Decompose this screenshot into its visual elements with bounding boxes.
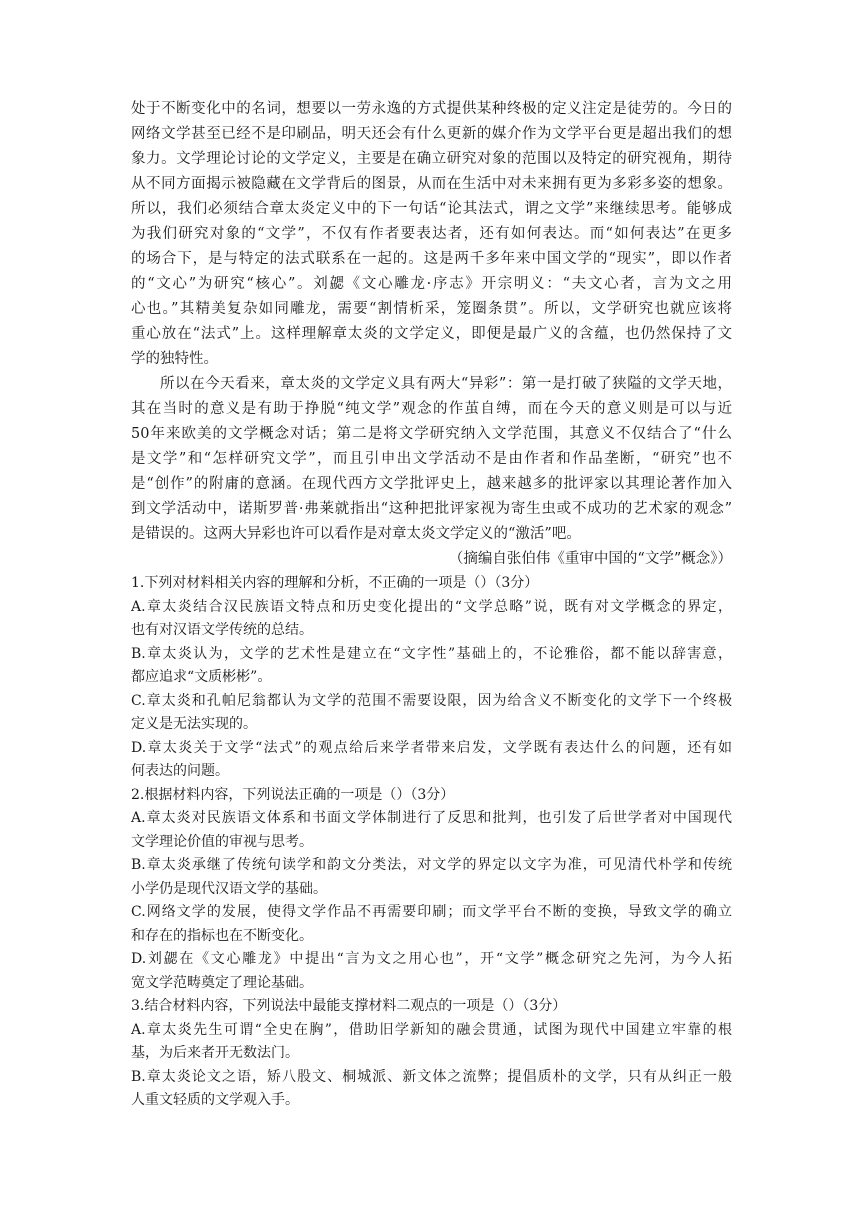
option-b: B.章太炎承继了传统句读学和韵文分类法，对文学的界定以文字为准，可见清代朴学和传统 [131, 857, 732, 873]
text-line: 心也。”其精美复杂如同雕龙，需要“割情析采，笼圈条贯”。所以，文学研究也就应该将 [131, 301, 732, 317]
question-3 [131, 995, 732, 1113]
text-line: 为我们研究对象的“文学”，不仅有作者要表达者，还有如何表达。而“如何表达”在更多 [131, 226, 732, 242]
question-2 [131, 784, 732, 996]
option-d: D.章太炎关于文学“法式”的观点给后来学者带来启发，文学既有表达什么的问题，还有如 [131, 739, 732, 756]
text-line: 50年来欧美的文学概念对话；第二是将文学研究纳入文学范围，其意义不仅结合了“什么 [131, 426, 732, 442]
page-content [131, 97, 732, 1113]
text-line: 是文学”和“怎样研究文学”，而且引申出文学活动不是由作者和作品垄断，“研究”也不 [131, 451, 732, 467]
option-b-cont: 人重文轻质的文学观入手。 [131, 1092, 299, 1108]
option-a-cont: 基，为后来者开无数法门。 [131, 1045, 299, 1061]
option-c-cont: 定义是无法实现的。 [131, 716, 257, 732]
text-line: 其在当时的意义是有助于挣脱“纯文学”观念的作茧自缚，而在今天的意义则是可以与近 [131, 401, 732, 417]
text-line: 从不同方面揭示被隐藏在文学背后的图景，从而在生活中对未来拥有更为多彩多姿的想象。 [131, 176, 732, 192]
option-a-cont: 文学理论价值的审视与思考。 [131, 833, 313, 850]
question-stem: 2.根据材料内容，下列说法正确的一项是（）（3分） [131, 786, 455, 803]
option-d-cont: 宽文学范畴奠定了理论基础。 [131, 974, 313, 991]
passage-paragraph-1 [131, 97, 732, 372]
text-line: 处于不断变化中的名词，想要以一劳永逸的方式提供某种终极的定义注定是徒劳的。今日的 [131, 101, 732, 117]
question-stem: 1.下列对材料相关内容的理解和分析，不正确的一项是（）（3分） [131, 575, 539, 591]
option-c: C.章太炎和孔帕尼翁都认为文学的范围不需要设限，因为给含义不断变化的文学下一个终极 [131, 692, 732, 709]
option-d-cont: 何表达的问题。 [131, 763, 229, 779]
text-line: 的“文心”为研究“核心”。刘勰《文心雕龙·序志》开宗明义：“夫文心者，言为文之用 [131, 276, 732, 292]
option-b: B.章太炎论文之语，矫八股文、桐城派、新文体之流弊；提倡质朴的文学，只有从纠正一般 [131, 1068, 732, 1085]
text-line: 网络文学甚至已经不是印刷品，明天还会有什么更新的媒介作为文学平台更是超出我们的想 [131, 126, 732, 142]
option-a: A.章太炎结合汉民族语文特点和历史变化提出的“文学总略”说，既有对文学概念的界定， [131, 598, 732, 615]
option-b-cont: 都应追求“文质彬彬”。 [131, 669, 272, 685]
passage-paragraph-2 [131, 372, 732, 547]
option-a-cont: 也有对汉语文学传统的总结。 [131, 622, 313, 638]
text-line: 重心放在“法式”上。这样理解章太炎的文学定义，即便是最广义的含蕴，也仍然保持了文 [131, 326, 732, 342]
option-c: C.网络文学的发展，使得文学作品不再需要印刷；而文学平台不断的变换，导致文学的确立 [131, 904, 732, 920]
option-b-cont: 小学仍是现代汉语文学的基础。 [131, 880, 327, 897]
option-b: B.章太炎认为，文学的艺术性是建立在“文字性”基础上的，不论雅俗，都不能以辞害意， [131, 645, 732, 662]
option-d: D.刘勰在《文心雕龙》中提出“言为文之用心也”，开“文学”概念研究之先河，为今人拓 [131, 951, 732, 967]
question-1 [131, 572, 732, 784]
option-c-cont: 和存在的指标也在不断变化。 [131, 927, 313, 944]
text-line: 象力。文学理论讨论的文学定义，主要是在确立研究对象的范围以及特定的研究视角，期待 [131, 151, 732, 167]
text-line: 的场合下，是与特定的法式联系在一起的。这是两千多年来中国文学的“现实”，即以作者 [131, 251, 732, 267]
passage-source: （摘编自张伯伟《重审中国的“文学”概念》） [448, 551, 732, 567]
text-line: 所以在今天看来，章太炎的文学定义具有两大“异彩”：第一是打破了狭隘的文学天地， [160, 376, 732, 392]
question-stem: 3.结合材料内容，下列说法中最能支撑材料二观点的一项是（）（3分） [131, 998, 567, 1014]
text-line: 学的独特性。 [131, 351, 218, 367]
option-a: A.章太炎对民族语文体系和书面文学体制进行了反思和批判，也引发了后世学者对中国现代 [131, 810, 732, 826]
text-line: 所以，我们必须结合章太炎定义中的下一句话“论其法式，谓之文学”来继续思考。能够成 [131, 201, 732, 217]
text-line: 是错误的。这两大异彩也许可以看作是对章太炎文学定义的“激活”吧。 [131, 526, 581, 542]
text-line: 是“创作”的附庸的意涵。在现代西方文学批评史上，越来越多的批评家以其理论著作加入 [131, 476, 732, 492]
option-a: A.章太炎先生可谓“全史在胸”，借助旧学新知的融会贯通，试图为现代中国建立牢靠的根 [131, 1021, 732, 1038]
text-line: 到文学活动中，诺斯罗普·弗莱就指出“这种把批评家视为寄生虫或不成功的艺术家的观念” [131, 501, 732, 517]
